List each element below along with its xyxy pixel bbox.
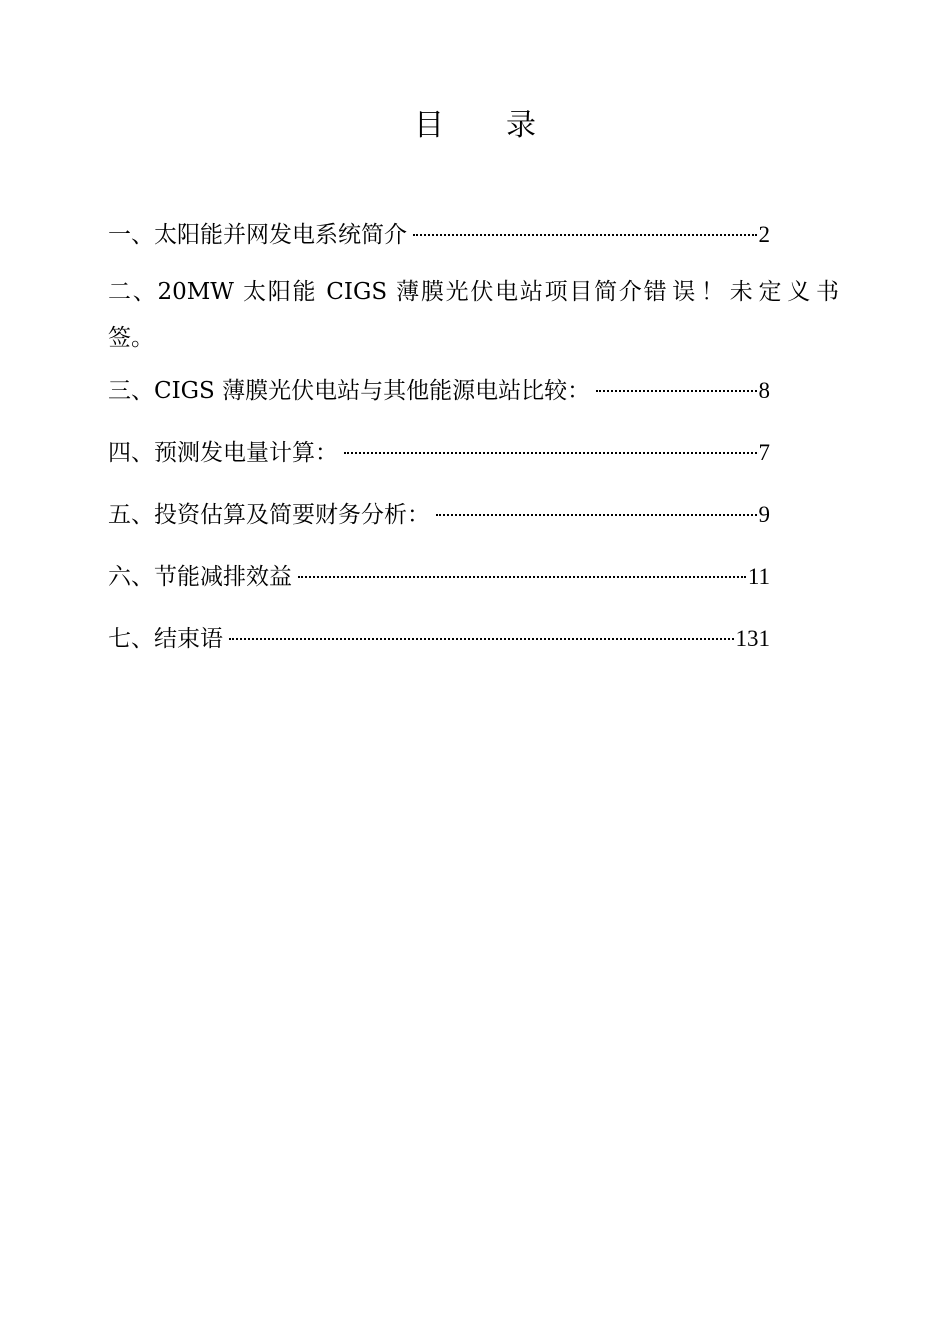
dot-leader xyxy=(344,428,757,454)
toc-entry-page: 8 xyxy=(758,378,770,403)
toc-entry-3[interactable] xyxy=(108,370,770,412)
toc-entry-label: 四、预测发电量计算： xyxy=(108,440,338,466)
toc-entry-continuation: 签。 xyxy=(108,325,154,351)
toc-entry-5[interactable] xyxy=(108,494,770,536)
toc-title-char-1: 目 xyxy=(414,108,444,143)
toc-title xyxy=(0,104,950,148)
toc-entry-page: 131 xyxy=(735,626,770,651)
dot-leader xyxy=(298,552,746,578)
toc-entry-label: 二、20MW 太阳能 CIGS 薄膜光伏电站项目简介 xyxy=(108,279,644,305)
toc-entry-2[interactable] xyxy=(108,266,843,364)
toc-entry-page: 11 xyxy=(747,564,770,589)
toc-entry-label: 七、结束语 xyxy=(108,626,223,652)
toc-error-text: 错误！未定义书 xyxy=(643,279,844,305)
dot-leader xyxy=(229,614,734,640)
toc-entry-6[interactable] xyxy=(108,556,770,598)
toc-entry-label: 一、太阳能并网发电系统简介 xyxy=(108,222,407,248)
dot-leader xyxy=(413,210,757,236)
toc-entry-page: 9 xyxy=(758,502,770,527)
toc-entry-label: 六、节能减排效益 xyxy=(108,564,292,590)
dot-leader xyxy=(436,490,757,516)
toc-entry-4[interactable] xyxy=(108,432,770,474)
dot-leader xyxy=(596,366,756,392)
toc-list xyxy=(108,214,843,660)
toc-entry-1[interactable] xyxy=(108,214,770,256)
toc-title-char-2: 录 xyxy=(506,108,536,143)
toc-entry-page: 7 xyxy=(758,440,770,465)
toc-entry-7[interactable] xyxy=(108,618,770,660)
toc-entry-label: 三、CIGS 薄膜光伏电站与其他能源电站比较： xyxy=(108,378,591,404)
toc-entry-label: 五、投资估算及简要财务分析： xyxy=(108,502,430,528)
toc-entry-page: 2 xyxy=(758,222,770,247)
